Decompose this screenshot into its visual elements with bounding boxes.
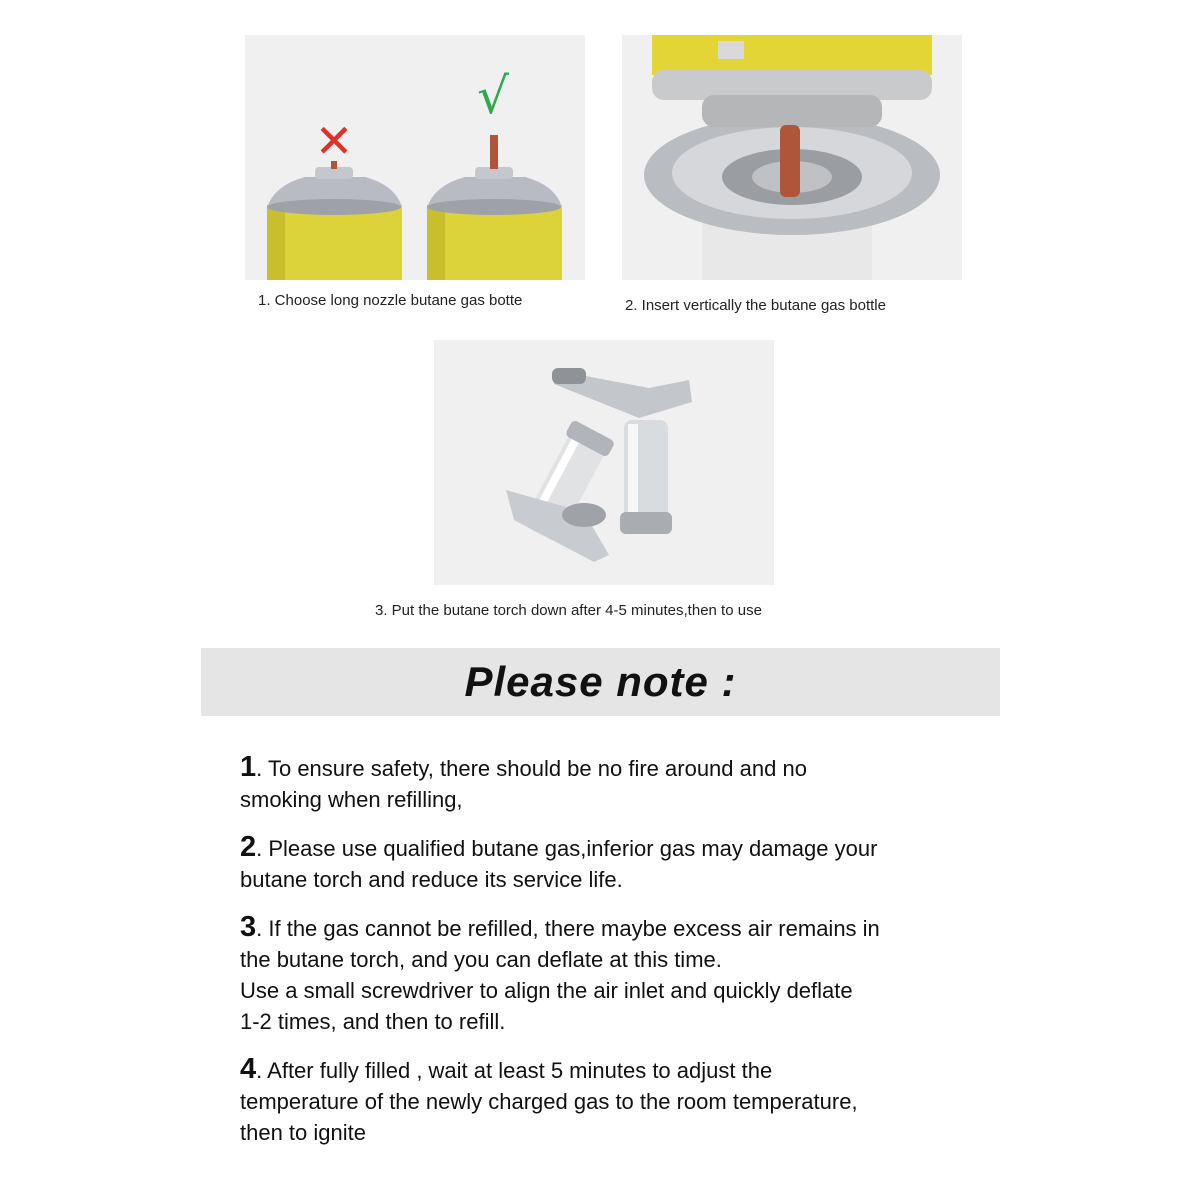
wrong-mark-icon: ✕: [314, 114, 354, 168]
note-line: [240, 912, 1000, 944]
note-line: [240, 1054, 1000, 1086]
note-line: [240, 832, 1000, 864]
step2-photo: [622, 35, 962, 280]
note-title: Please note :: [464, 658, 737, 705]
step1-photo: [245, 35, 585, 280]
note-line: butane torch and reduce its service life.: [240, 867, 623, 892]
note-text: . To ensure safety, there should be no fire around and no: [256, 756, 807, 781]
step3-caption: 3. Put the butane torch down after 4-5 minutes,then to use: [375, 602, 762, 619]
step3-photo: [434, 340, 774, 585]
note-line: Use a small screwdriver to align the air inlet and quickly deflate: [240, 978, 853, 1003]
note-line: [240, 752, 1000, 784]
note-text: . After fully filled , wait at least 5 minutes to adjust the: [256, 1058, 773, 1083]
note-text: . Please use qualified butane gas,inferior gas may damage your: [256, 836, 878, 861]
insert-bottle-illustration: [622, 35, 962, 280]
note-number: 4: [240, 1053, 257, 1085]
short-nozzle-can: [267, 161, 402, 280]
note-item: [240, 752, 1000, 815]
note-text: . If the gas cannot be refilled, there maybe excess air remains in: [256, 916, 880, 941]
note-line: the butane torch, and you can deflate at this time.: [240, 947, 722, 972]
note-item: [240, 1054, 1000, 1148]
note-line: temperature of the newly charged gas to the room temperature,: [240, 1089, 858, 1114]
note-number: 2: [240, 831, 257, 863]
long-nozzle-can: [427, 135, 562, 280]
note-line: then to ignite: [240, 1120, 366, 1145]
gas-cans-illustration: [245, 35, 585, 280]
step2-caption: 2. Insert vertically the butane gas bottle: [625, 297, 886, 314]
note-number: 1: [240, 751, 257, 783]
note-number: 3: [240, 911, 257, 943]
note-banner: [201, 648, 1000, 716]
step1-caption: 1. Choose long nozzle butane gas botte: [258, 292, 523, 309]
note-line: 1-2 times, and then to refill.: [240, 1009, 506, 1034]
right-mark-icon: √: [477, 67, 509, 125]
note-line: smoking when refilling,: [240, 787, 463, 812]
note-item: [240, 912, 1000, 1037]
torch-illustration: [434, 340, 774, 585]
note-item: [240, 832, 1000, 895]
